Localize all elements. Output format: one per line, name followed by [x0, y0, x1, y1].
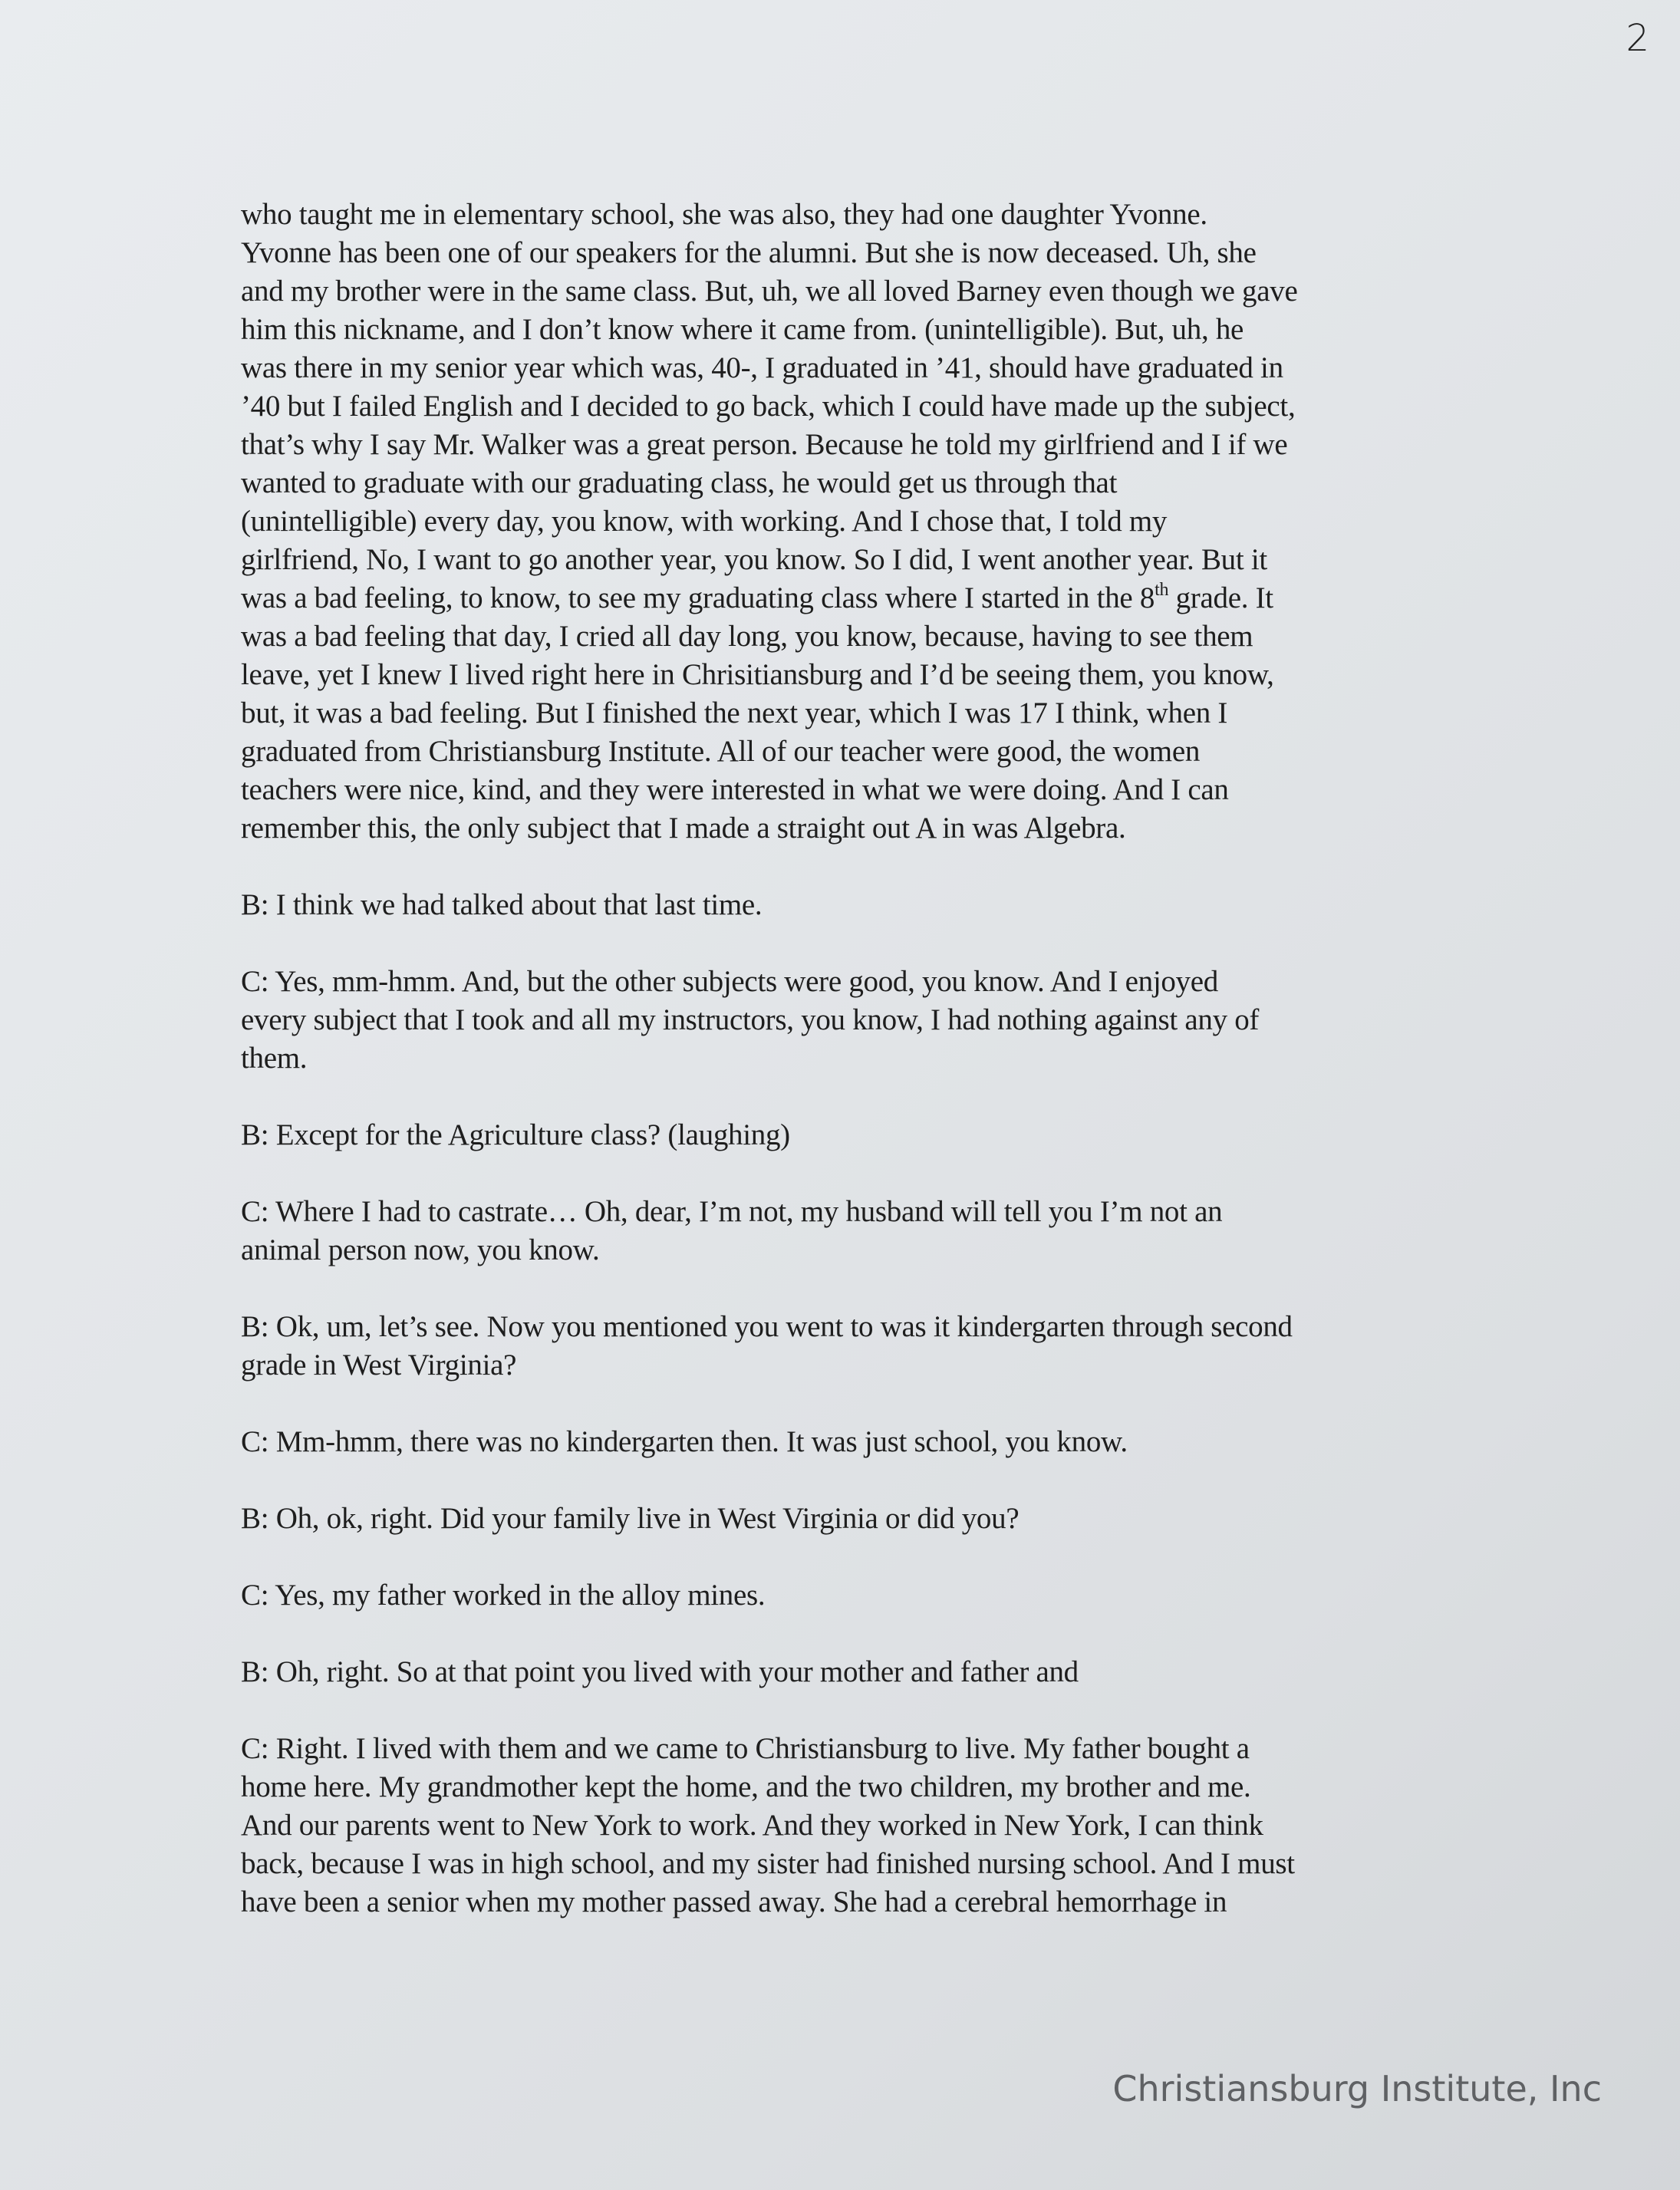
- text-line: have been a senior when my mother passed away. She had a cerebral hemorrhage in: [241, 1885, 1227, 1918]
- text-line: (unintelligible) every day, you know, with working. And I chose that, I told my: [241, 505, 1168, 538]
- ordinal-superscript: th: [1155, 580, 1169, 600]
- text-line: ’40 but I failed English and I decided to go back, which I could have made up the subject,: [241, 390, 1296, 423]
- paragraph-8: [241, 1500, 1468, 1538]
- text-line: and my brother were in the same class. But, uh, we all loved Barney even though we gave: [241, 275, 1298, 308]
- text-line: leave, yet I knew I lived right here in Chrisitiansburg and I’d be seeing them, you know,: [241, 658, 1274, 691]
- page-number: 2: [1626, 17, 1649, 60]
- text-line: that’s why I say Mr. Walker was a great person. Because he told my girlfriend and I if we: [241, 428, 1288, 461]
- text-line: girlfriend, No, I want to go another year, you know. So I did, I went another year. But it: [241, 543, 1267, 576]
- document-body: [241, 196, 1468, 1960]
- text-fragment: was a bad feeling, to know, to see my graduating class where I started in the 8: [241, 581, 1155, 614]
- paragraph-3: [241, 963, 1468, 1078]
- text-line: B: Except for the Agriculture class? (laughing): [241, 1118, 790, 1151]
- text-line: grade in West Virginia?: [241, 1349, 517, 1382]
- text-line: wanted to graduate with our graduating class, he would get us through that: [241, 466, 1118, 499]
- text-line: C: Where I had to castrate… Oh, dear, I’m not, my husband will tell you I’m not an: [241, 1195, 1223, 1228]
- text-line: graduated from Christiansburg Institute. All of our teacher were good, the women: [241, 735, 1201, 768]
- paragraph-7: [241, 1423, 1468, 1461]
- text-line: Yvonne has been one of our speakers for the alumni. But she is now deceased. Uh, she: [241, 236, 1257, 269]
- paragraph-1: [241, 196, 1468, 848]
- text-line: C: Yes, my father worked in the alloy mines.: [241, 1579, 766, 1612]
- text-line: them.: [241, 1042, 308, 1075]
- text-line: home here. My grandmother kept the home, and the two children, my brother and me.: [241, 1770, 1251, 1803]
- text-line: teachers were nice, kind, and they were interested in what we were doing. And I can: [241, 773, 1229, 806]
- text-line: C: Mm-hmm, there was no kindergarten then. It was just school, you know.: [241, 1425, 1128, 1458]
- text-line: B: Oh, right. So at that point you lived with your mother and father and: [241, 1655, 1079, 1688]
- text-line: him this nickname, and I don’t know where it came from. (unintelligible). But, uh, he: [241, 313, 1244, 346]
- paragraph-10: [241, 1653, 1468, 1691]
- text-line: And our parents went to New York to work. And they worked in New York, I can think: [241, 1809, 1263, 1842]
- text-line: animal person now, you know.: [241, 1233, 600, 1266]
- text-line: remember this, the only subject that I made a straight out A in was Algebra.: [241, 812, 1126, 845]
- text-line: back, because I was in high school, and my sister had finished nursing school. And I must: [241, 1847, 1295, 1880]
- text-line: was there in my senior year which was, 40-, I graduated in ’41, should have graduated in: [241, 351, 1283, 384]
- text-line: B: Ok, um, let’s see. Now you mentioned you went to was it kindergarten through second: [241, 1310, 1293, 1343]
- watermark: Christiansburg Institute, Inc: [1112, 2068, 1602, 2109]
- paragraph-9: [241, 1576, 1468, 1615]
- text-line: but, it was a bad feeling. But I finished the next year, which I was 17 I think, when I: [241, 697, 1228, 729]
- text-line: every subject that I took and all my instructors, you know, I had nothing against any of: [241, 1003, 1260, 1036]
- paragraph-5: [241, 1193, 1468, 1270]
- paragraph-2: [241, 886, 1468, 924]
- text-line: C: Right. I lived with them and we came to Christiansburg to live. My father bought a: [241, 1732, 1250, 1765]
- paragraph-6: [241, 1308, 1468, 1385]
- paragraph-11: [241, 1730, 1468, 1922]
- text-line: B: Oh, ok, right. Did your family live in West Virginia or did you?: [241, 1502, 1020, 1535]
- text-line: [241, 581, 1273, 614]
- text-fragment: grade. It: [1168, 581, 1273, 614]
- paragraph-4: [241, 1116, 1468, 1154]
- text-line: B: I think we had talked about that last time.: [241, 888, 763, 921]
- text-line: who taught me in elementary school, she was also, they had one daughter Yvonne.: [241, 198, 1207, 231]
- text-line: C: Yes, mm-hmm. And, but the other subjects were good, you know. And I enjoyed: [241, 965, 1218, 998]
- text-line: was a bad feeling that day, I cried all day long, you know, because, having to see them: [241, 620, 1253, 653]
